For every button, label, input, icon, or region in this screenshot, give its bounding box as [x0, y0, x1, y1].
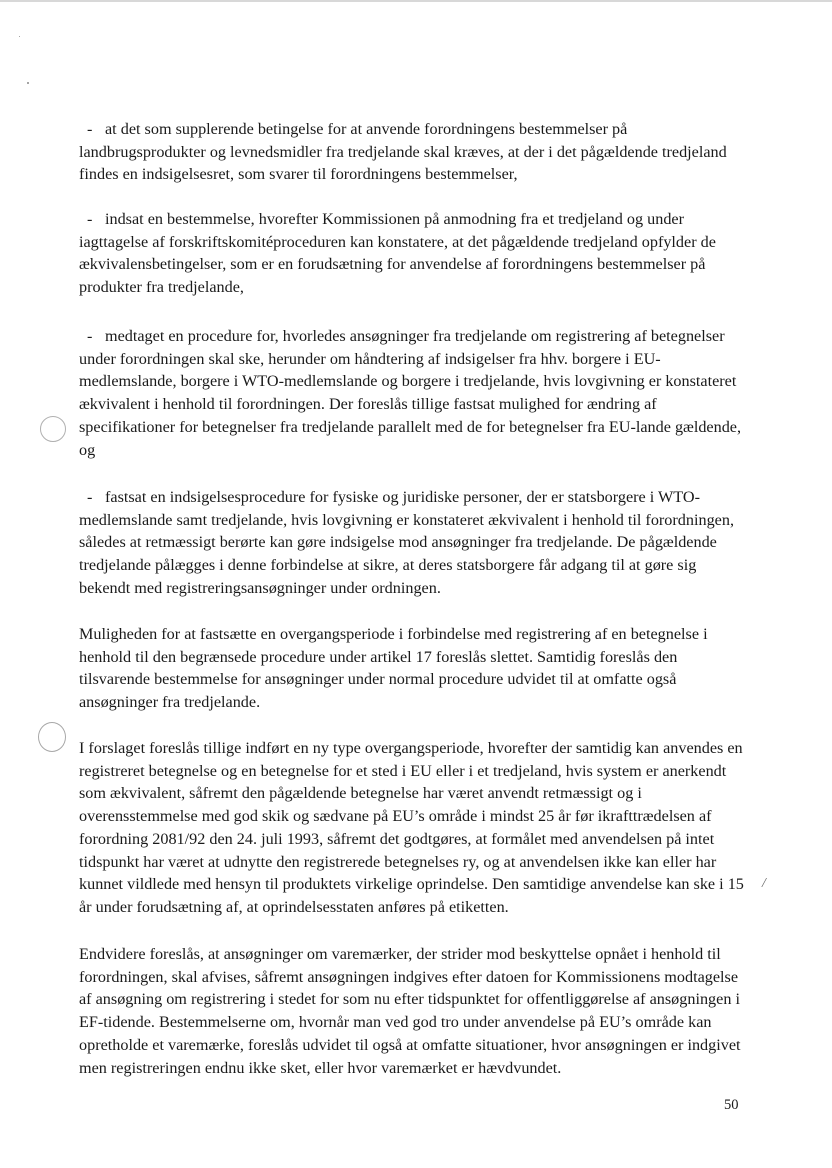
paragraph-text: at det som supplerende betingelse for at anvende forordningens bestemmelser på landbrugsprodukter og levnedsmidler fra tredjelande skal kræves, at der i det pågældende tredjeland findes en indsigelsesret, som svarer til forordningens bestemmelser, — [79, 120, 727, 184]
body-paragraph: Muligheden for at fastsætte en overgangsperiode i forbindelse med registrering af en betegnelse i henhold til den begrænsede procedure under artikel 17 foreslås slettet. Samtidig foreslås den tilsvarende bestemmelse for ansøgninger under normal procedure udvidet til at omfatte også ansøgninger fra tredjelande. — [79, 625, 708, 712]
bullet-paragraph — [79, 208, 751, 299]
punch-hole — [40, 416, 66, 442]
paragraph-text: indsat en bestemmelse, hvorefter Kommissionen på anmodning fra et tredjeland og under iagttagelse af forskriftskomitéproceduren kan konstatere, at det pågældende tredjeland opfylder de ækvivalensbetingelser, som er en forudsætning for anvendelse af forordningens bestemmelser på produkter fra tredjelande, — [79, 210, 716, 297]
punch-hole — [38, 722, 66, 752]
body-paragraph: Endvidere foreslås, at ansøgninger om varemærker, der strider mod beskyttelse opnået i henhold til forordningen, skal afvises, såfremt ansøgningen indgives efter datoen for Kommissionens modtagelse af ansøgning om registrering i stedet for som nu efter tidspunktet for offentliggørelse af ansøgningen i EF-tidende. Bestemmelserne om, hvornår man ved god tro under anvendelse på EU’s område kan opretholde et varemærke, foreslås udvidet til også at omfatte situationer, hvor ansøgningen er indgivet men registreringen endnu ikke sket, eller hvor varemærket er hævdvundet. — [79, 945, 741, 1077]
scan-edge — [0, 0, 832, 2]
bullet-paragraph — [79, 118, 751, 186]
page-number: 50 — [724, 1097, 739, 1113]
bullet-dash: - — [87, 327, 93, 345]
body-paragraph: I forslaget foreslås tillige indført en ny type overgangsperiode, hvorefter der samtidig kan anvendes en registreret betegnelse og en betegnelse for et sted i EU eller i et tredjeland, hvis system er anerkendt som ækvivalent, såfremt den pågældende betegnelse har været anvendt retmæssigt og i overensstemmelse med god skik og sædvane på EU’s område i mindst 25 år før ikrafttrædelsen af forordning 2081/92 den 24. juli 1993, såfremt det godtgøres, at formålet med anvendelsen på intet tidspunkt har været at udnytte den registrerede betegnelses ry, og at anvendelsen ikke kan eller har kunnet vildlede med hensyn til produktets virkelige oprindelse. Den samtidige anvendelse kan ske i 15 år under forudsætning af, at oprindelsesstaten anføres på etiketten. — [79, 739, 744, 916]
paragraph-text: fastsat en indsigelsesprocedure for fysiske og juridiske personer, der er statsborgere i WTO-medlemslande samt tredjelande, hvis lovgivning er konstateret ækvivalent i henhold til forordningen, således at retmæssigt berørte kan gøre indsigelse mod ansøgninger fra tredjelande. De pågældende tredjelande pålægges i denne forbindelse at sikre, at deres statsborgere får adgang til at gøre sig bekendt med registreringsansøgninger under ordningen. — [79, 488, 734, 597]
bullet-dash: - — [87, 210, 93, 228]
bullet-dash: - — [87, 488, 93, 506]
scan-speck — [19, 36, 20, 37]
margin-mark: / — [762, 876, 766, 891]
bullet-paragraph — [79, 325, 751, 461]
bullet-paragraph — [79, 486, 751, 600]
paragraph-text: medtaget en procedure for, hvorledes ansøgninger fra tredjelande om registrering af betegnelser under forordningen skal ske, herunder om håndtering af indsigelser fra hhv. borgere i EU-medlemslande, borgere i WTO-medlemslande og borgere i tredjelande, hvis lovgivning er konstateret ækvivalent i henhold til forordningen. Der foreslås tillige fastsat mulighed for ændring af specifikationer for betegnelser fra tredjelande parallelt med de for betegnelser fra EU-lande gældende, og — [79, 327, 742, 459]
bullet-dash: - — [87, 120, 93, 138]
scan-speck — [27, 82, 29, 84]
